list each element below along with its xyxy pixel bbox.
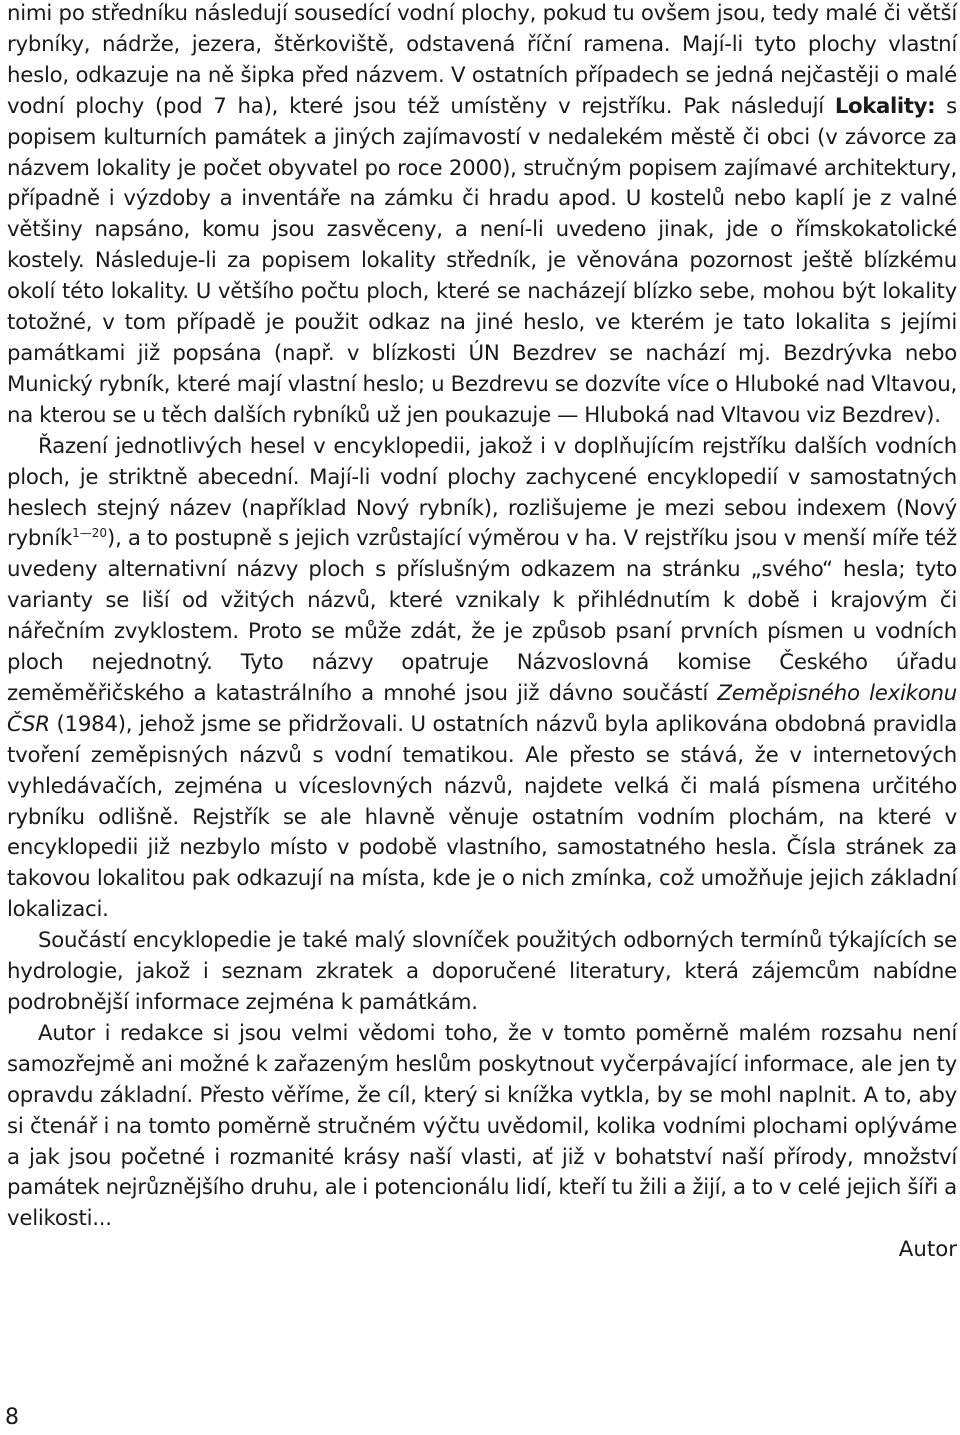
paragraph-text: nimi po středníku následují sousedící vodní plochy, pokud tu ovšem jsou, tedy malé či větší rybníky, nádrže, jezera, štěrkoviště, odstavená říční ramena. Mají-li tyto plochy vlastní heslo, odkazuje na ně šipka před názvem. V ostatních případech se jedná nejčastěji o malé vodní plochy (pod 7 ha), které jsou též umístěny v rejstříku. Pak následují (7, 1, 957, 119)
paragraph-text: (1984), jehož jsme se přidržovali. U ostatních názvů byla aplikována obdobná pravidla tvoření zeměpisných názvů s vodní tematikou. Ale přesto se stává, že v internetových vyhledávačích, zejména u víceslovných názvů, najdete velká či malá písmena určitého rybníku odlišně. Rejstřík se ale hlavně věnuje ostatním vodním plochám, na které v encyklopedii již nezbylo místo v podobě vlastního, samostatného hesla. Čísla stránek za takovou lokalitou pak odkazují na místa, kde je o nich zmínka, což umožňuje jejich základní lokalizaci. (7, 711, 957, 923)
lexicon-title: Zeměpisného lexikonu ČSR (7, 680, 958, 737)
lokality-heading: Lokality: (834, 93, 936, 119)
paragraph-autor-redakce: Autor i redakce si jsou velmi vědomi toho, že v tomto poměrně malém rozsahu není samozřejmě ani možné k zařazeným heslům poskytnout vyčerpávající informace, ale jen ty opravdu základní. Přesto věříme, že cíl, který si knížka vytkla, by se mohl naplnit. A to, aby si čtenář i na tomto poměrně stručném výčtu uvědomil, kolika vodními plochami oplýváme a jak jsou početné i rozmanité krásy naší vlasti, ať již v bohatství naší přírody, množství památek nejrůznějšího druhu, ale i potencionálu lidí, kteří tu žili a žijí, a to v celé jejich šíři a velikosti... (7, 1020, 957, 1232)
paragraph-text: ), a to postupně s jejich vzrůstající výměrou v ha. V rejstříku jsou v menší míře též uvedeny alternativní názvy ploch s příslušným odkazem na stránku „svého“ hesla; tyto varianty se liší od vžitých názvů, které vznikaly k přihlédnutím k době i krajovým či nářečním zvyklostem. Proto se může zdát, že je způsob psaní prvních písmen u vodních ploch nejednotný. Tyto názvy opatruje Názvoslovná komise Českého úřadu zeměměřičského a katastrálního a mnohé jsou již dávno součástí (7, 526, 957, 706)
paragraph-text: Řazení jednotlivých hesel v encyklopedii, jakož i v doplňujícím rejstříku dalších vodních ploch, je striktně abecední. Mají-li vodní plochy zachycené encyklopedií v samostatných heslech stejný název (například Nový rybník), rozlišujeme je mezi sebou indexem (Nový rybník (7, 433, 957, 552)
paragraph-soucasti: Součástí encyklopedie je také malý slovníček použitých odborných termínů týkajících se hydrologie, jakož i seznam zkratek a doporučené literatury, která zájemcům nabídne podrobnější informace zejména k památkám. (7, 928, 957, 1015)
signature-autor: Autor (898, 1237, 957, 1263)
page-number: 8 (5, 1405, 19, 1430)
document-page (7, 0, 957, 1266)
paragraph-text: s popisem kulturních památek a jiných zajímavostí v nedalekém městě či obci (v závorce za názvem lokality je počet obyvatel po roce 2000), stručným popisem zajímavé architektury, případně i výzdoby a inventáře na zámku či hradu apod. U kostelů nebo kaplí je z valné většiny napsáno, komu jsou zasvěceny, a není-li uvedeno jinak, jde o římskokatolické kostely. Následuje-li za popisem lokality středník, je věnována pozornost ještě blízkému okolí této lokality. U většího počtu ploch, které se nacházejí blízko sebe, mohou být lokality totožné, v tom případě je použit odkaz na jiné heslo, ve kterém je tato lokalita s jejími památkami již popsána (např. v blízkosti ÚN Bezdrev se nachází mj. Bezdrývka nebo Munický rybník, které mají vlastní heslo; u Bezdrevu se dozvíte více o Hluboké nad Vltavou, na kterou se u těch dalších rybníků už jen poukazuje — Hluboká nad Vltavou viz Bezdrev). (7, 93, 957, 428)
index-superscript: 1—20 (72, 526, 108, 541)
paragraph-razeni-hesel (7, 432, 957, 927)
paragraph-lokality (7, 0, 957, 432)
